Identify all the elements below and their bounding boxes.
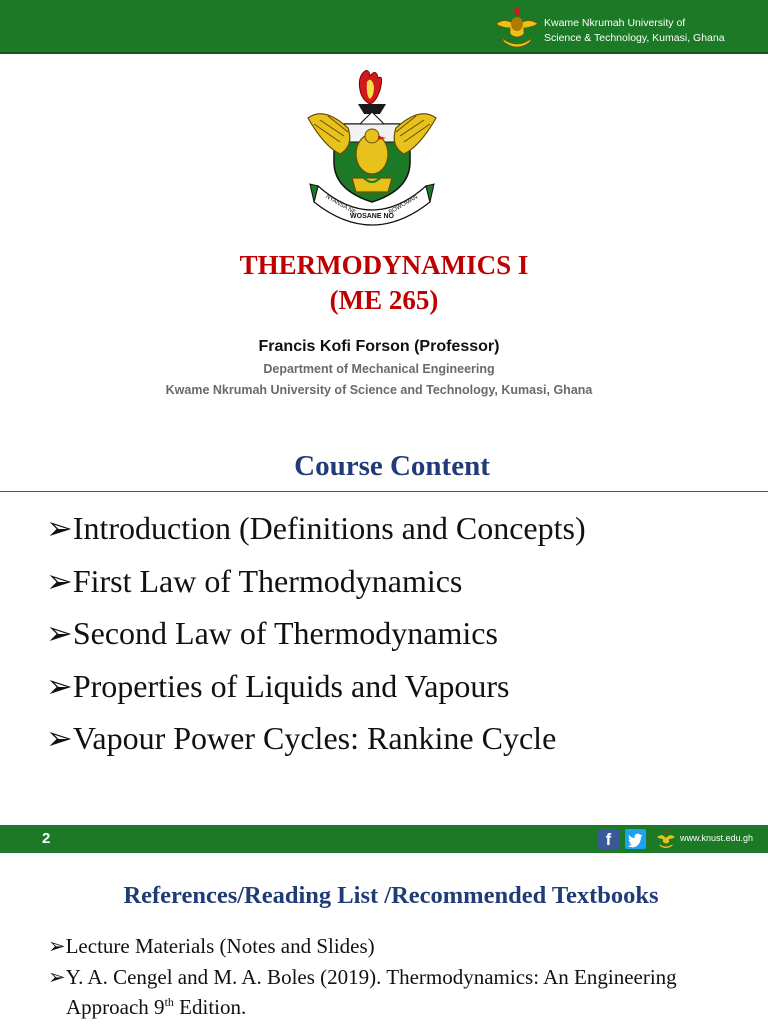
svg-text:BOWOMAN: BOWOMAN bbox=[387, 194, 420, 216]
list-item-text: Vapour Power Cycles: Rankine Cycle bbox=[72, 720, 557, 756]
arrow-bullet-icon: ➢ bbox=[46, 720, 73, 756]
list-item bbox=[46, 660, 586, 713]
list-item bbox=[48, 934, 738, 959]
course-content-list bbox=[46, 502, 586, 765]
arrow-bullet-icon: ➢ bbox=[48, 934, 66, 958]
footer-bar bbox=[0, 825, 768, 853]
references-list bbox=[48, 934, 738, 1026]
university-name bbox=[544, 16, 725, 46]
arrow-bullet-icon: ➢ bbox=[46, 510, 73, 546]
list-item-text: Lecture Materials (Notes and Slides) bbox=[65, 934, 375, 958]
arrow-bullet-icon: ➢ bbox=[46, 615, 73, 651]
twitter-icon[interactable] bbox=[625, 829, 646, 849]
superscript: th bbox=[164, 995, 174, 1009]
list-item bbox=[46, 607, 586, 660]
arrow-bullet-icon: ➢ bbox=[46, 562, 73, 599]
course-content-heading: Course Content bbox=[294, 450, 490, 482]
list-item bbox=[48, 965, 738, 1020]
references-heading: References/Reading List /Recommended Textbooks bbox=[123, 882, 659, 909]
list-item-text: First Law of Thermodynamics bbox=[72, 562, 463, 599]
svg-text:NYANSA NE: NYANSA NE bbox=[324, 194, 357, 217]
list-item bbox=[46, 555, 586, 608]
list-item-text: Edition. bbox=[173, 995, 247, 1019]
list-item bbox=[46, 712, 586, 765]
course-code: (ME 265) bbox=[329, 285, 439, 315]
university-line-2: Science & Technology, Kumasi, Ghana bbox=[544, 32, 725, 44]
knust-crest-icon bbox=[304, 66, 440, 236]
facebook-icon[interactable]: f bbox=[598, 829, 619, 849]
university-full-name: Kwame Nkrumah University of Science and Technology, Kumasi, Ghana bbox=[165, 383, 593, 397]
twitter-bird-icon bbox=[625, 829, 646, 849]
list-item-text: Second Law of Thermodynamics bbox=[72, 615, 498, 651]
list-item-text: Y. A. Cengel and M. A. Boles (2019). Thermodynamics: An Engineering Approach 9 bbox=[65, 965, 677, 1019]
department-name: Department of Mechanical Engineering bbox=[263, 362, 495, 376]
header-bar bbox=[0, 0, 768, 54]
university-line-1: Kwame Nkrumah University of bbox=[544, 17, 686, 29]
svg-text:WOSANE NO: WOSANE NO bbox=[350, 213, 394, 220]
course-title: THERMODYNAMICS I bbox=[239, 250, 529, 280]
list-item bbox=[46, 502, 586, 555]
page-number: 2 bbox=[42, 830, 51, 847]
arrow-bullet-icon: ➢ bbox=[48, 965, 66, 989]
list-item-text: Introduction (Definitions and Concepts) bbox=[72, 510, 586, 546]
arrow-bullet-icon: ➢ bbox=[46, 667, 73, 704]
author-name: Francis Kofi Forson (Professor) bbox=[258, 338, 500, 355]
website-link[interactable]: www.knust.edu.gh bbox=[680, 833, 754, 843]
knust-crest-icon bbox=[656, 829, 676, 849]
knust-crest-icon bbox=[494, 6, 540, 50]
divider bbox=[0, 491, 768, 492]
list-item-text: Properties of Liquids and Vapours bbox=[72, 667, 510, 704]
